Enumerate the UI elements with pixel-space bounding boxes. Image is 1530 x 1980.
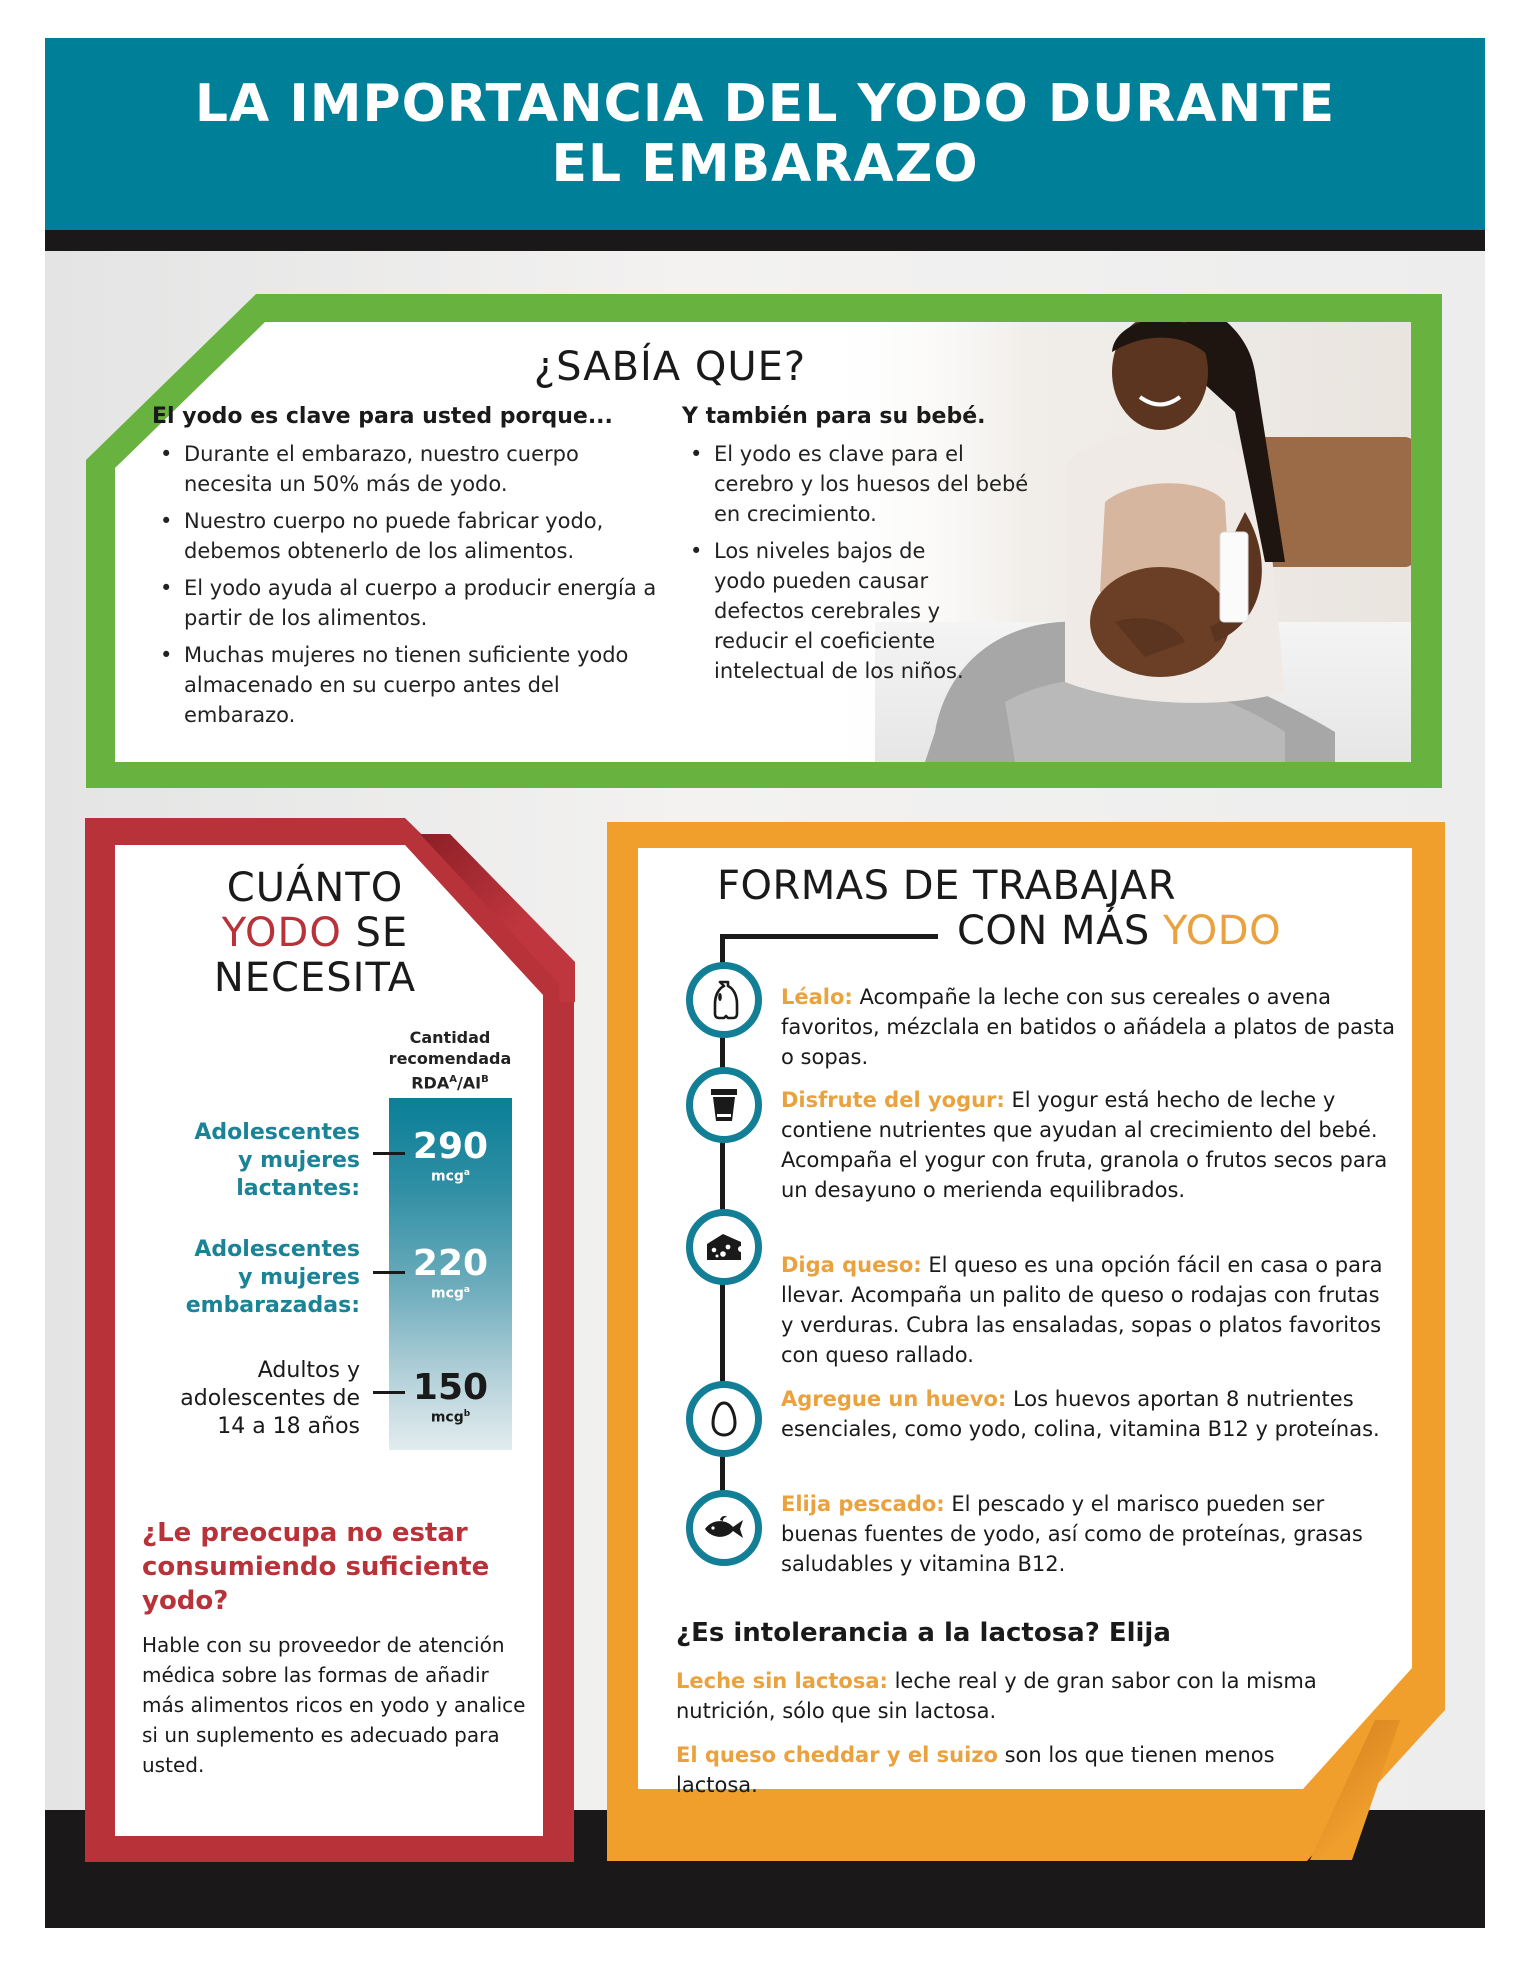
ai-label: /AI xyxy=(456,1073,482,1093)
tip-lead: Agregue un huevo: xyxy=(781,1387,1007,1411)
cuanto-title-line-2: SE xyxy=(341,910,409,956)
cuanto-title xyxy=(115,866,515,1001)
level-label-line: adolescentes de xyxy=(180,1386,360,1411)
tip-text: Acompañe la leche con sus cereales o avena favoritos, mézclala en batidos o añádela a platos de pasta o sopas. xyxy=(781,985,1396,1069)
amount-heading-line-1: Cantidad xyxy=(409,1028,491,1047)
milk-jug-icon xyxy=(686,962,762,1038)
lactose-text: son los que tienen menos lactosa. xyxy=(676,1743,1275,1797)
amount-heading-line-2: recomendada xyxy=(388,1049,512,1068)
formas-title-line-1: FORMAS DE TRABAJAR xyxy=(717,863,1177,909)
level-number: 220 xyxy=(412,1243,489,1284)
level-unit: mcg$^a$ xyxy=(431,1285,470,1302)
yogurt-cup-icon xyxy=(686,1067,762,1143)
tip-lead: Léalo: xyxy=(781,985,853,1009)
level-label-line: y mujeres xyxy=(238,1148,360,1173)
tip-lead: Diga queso: xyxy=(781,1253,922,1277)
sabia-left-list xyxy=(152,439,672,730)
lactose-text: leche real y de gran sabor con la misma nutrición, sólo que sin lactosa. xyxy=(676,1669,1317,1723)
header-divider-bar xyxy=(45,230,1485,251)
tip-text: El yogur está hecho de leche y contiene nutrientes que ayudan al crecimiento del bebé. Acompaña el yogur con fruta, granola o frutos secos para un desayuno o merienda equilibrados. xyxy=(781,1088,1388,1202)
concern-body: Hable con su proveedor de atención médica sobre las formas de añadir más alimentos ricos en yodo y analice si un suplemento es adecuado para usted. xyxy=(142,1633,526,1777)
page-title xyxy=(195,74,1335,194)
ai-footnote-marker: B xyxy=(481,1074,489,1085)
list-item: • El yodo es clave para el cerebro y los huesos del bebé en crecimiento. xyxy=(682,439,1044,529)
tip-cheese xyxy=(781,1250,1396,1370)
rda-footnote-marker: A xyxy=(449,1074,457,1085)
lactose-item-milk xyxy=(676,1666,1336,1726)
cuanto-title-line-3: NECESITA xyxy=(213,955,417,1001)
timeline-connector xyxy=(720,934,938,939)
level-label-adults xyxy=(180,1357,360,1441)
header-banner xyxy=(45,38,1485,230)
sabia-title: ¿SABÍA QUE? xyxy=(533,344,807,390)
concern-heading: ¿Le preocupa no estar consumiendo suficiente yodo? xyxy=(142,1518,490,1616)
tip-yogurt xyxy=(781,1085,1396,1205)
level-value-220 xyxy=(389,1245,512,1301)
lactose-lead: Leche sin lactosa: xyxy=(676,1669,888,1693)
level-label-line: 14 a 18 años xyxy=(217,1414,360,1439)
level-label-line: y mujeres xyxy=(238,1265,360,1290)
egg-icon xyxy=(686,1381,762,1457)
formas-title-accent: YODO xyxy=(1163,908,1282,954)
title-line-2: EL EMBARAZO xyxy=(551,134,979,194)
list-item: • El yodo ayuda al cuerpo a producir energía a partir de los alimentos. xyxy=(152,573,672,633)
cheese-icon xyxy=(686,1209,762,1285)
tip-text: Los huevos aportan 8 nutrientes esenciales, como yodo, colina, vitamina B12 y proteínas. xyxy=(781,1387,1380,1441)
list-item: • Los niveles bajos de yodo pueden causar defectos cerebrales y reducir el coeficiente intelectual de los niños. xyxy=(682,536,979,686)
cuanto-title-line-1: CUÁNTO xyxy=(226,865,404,911)
list-item: • Nuestro cuerpo no puede fabricar yodo, debemos obtenerlo de los alimentos. xyxy=(152,506,672,566)
cuanto-title-accent: YODO xyxy=(221,910,342,956)
level-value-150 xyxy=(389,1369,512,1425)
fish-icon xyxy=(686,1490,762,1566)
sabia-left-heading: El yodo es clave para usted porque... xyxy=(152,404,613,429)
level-label-line: Adolescentes xyxy=(194,1120,360,1145)
tip-fish xyxy=(781,1489,1396,1579)
sabia-right-heading: Y también para su bebé. xyxy=(682,404,986,429)
level-label-line: lactantes: xyxy=(236,1176,360,1201)
level-number: 150 xyxy=(412,1367,489,1408)
formas-title-line-2: CON MÁS YODO xyxy=(957,908,1282,954)
list-item: • Durante el embarazo, nuestro cuerpo necesita un 50% más de yodo. xyxy=(152,439,672,499)
level-label-line: embarazadas: xyxy=(185,1293,360,1318)
level-label-line: Adolescentes xyxy=(194,1237,360,1262)
tip-lead: Elija pescado: xyxy=(781,1492,945,1516)
rda-label: RDA xyxy=(411,1073,450,1093)
level-number: 290 xyxy=(412,1126,489,1167)
level-value-290 xyxy=(389,1128,512,1184)
level-unit: mcg$^b$ xyxy=(430,1409,471,1426)
tip-text: El queso es una opción fácil en casa o para llevar. Acompaña un palito de queso o rodajas con frutas y verduras. Cubra las ensaladas, sopas o platos favoritos con queso rallado. xyxy=(781,1253,1383,1367)
lactose-item-cheese xyxy=(676,1740,1336,1800)
amount-column-heading xyxy=(380,1027,520,1093)
tip-egg xyxy=(781,1384,1396,1444)
sabia-right-list xyxy=(682,439,1102,686)
level-label-line: Adultos y xyxy=(257,1358,360,1383)
tip-lead: Disfrute del yogur: xyxy=(781,1088,1005,1112)
sabia-right-column xyxy=(682,404,1102,693)
lactose-heading: ¿Es intolerancia a la lactosa? Elija xyxy=(676,1618,1171,1648)
tip-text: El pescado y el marisco pueden ser buenas fuentes de yodo, así como de proteínas, grasas saludables y vitamina B12. xyxy=(781,1492,1363,1576)
formas-title xyxy=(717,864,1357,954)
list-item: • Muchas mujeres no tienen suficiente yodo almacenado en su cuerpo antes del embarazo. xyxy=(152,640,672,730)
level-unit: mcg$^a$ xyxy=(431,1168,470,1185)
sabia-left-column xyxy=(152,404,672,737)
lactose-lead: El queso cheddar y el suizo xyxy=(676,1743,998,1767)
title-line-1: LA IMPORTANCIA DEL YODO DURANTE xyxy=(194,74,1336,134)
level-label-lactating xyxy=(194,1119,360,1203)
tip-milk xyxy=(781,982,1396,1072)
level-label-pregnant xyxy=(186,1236,360,1320)
